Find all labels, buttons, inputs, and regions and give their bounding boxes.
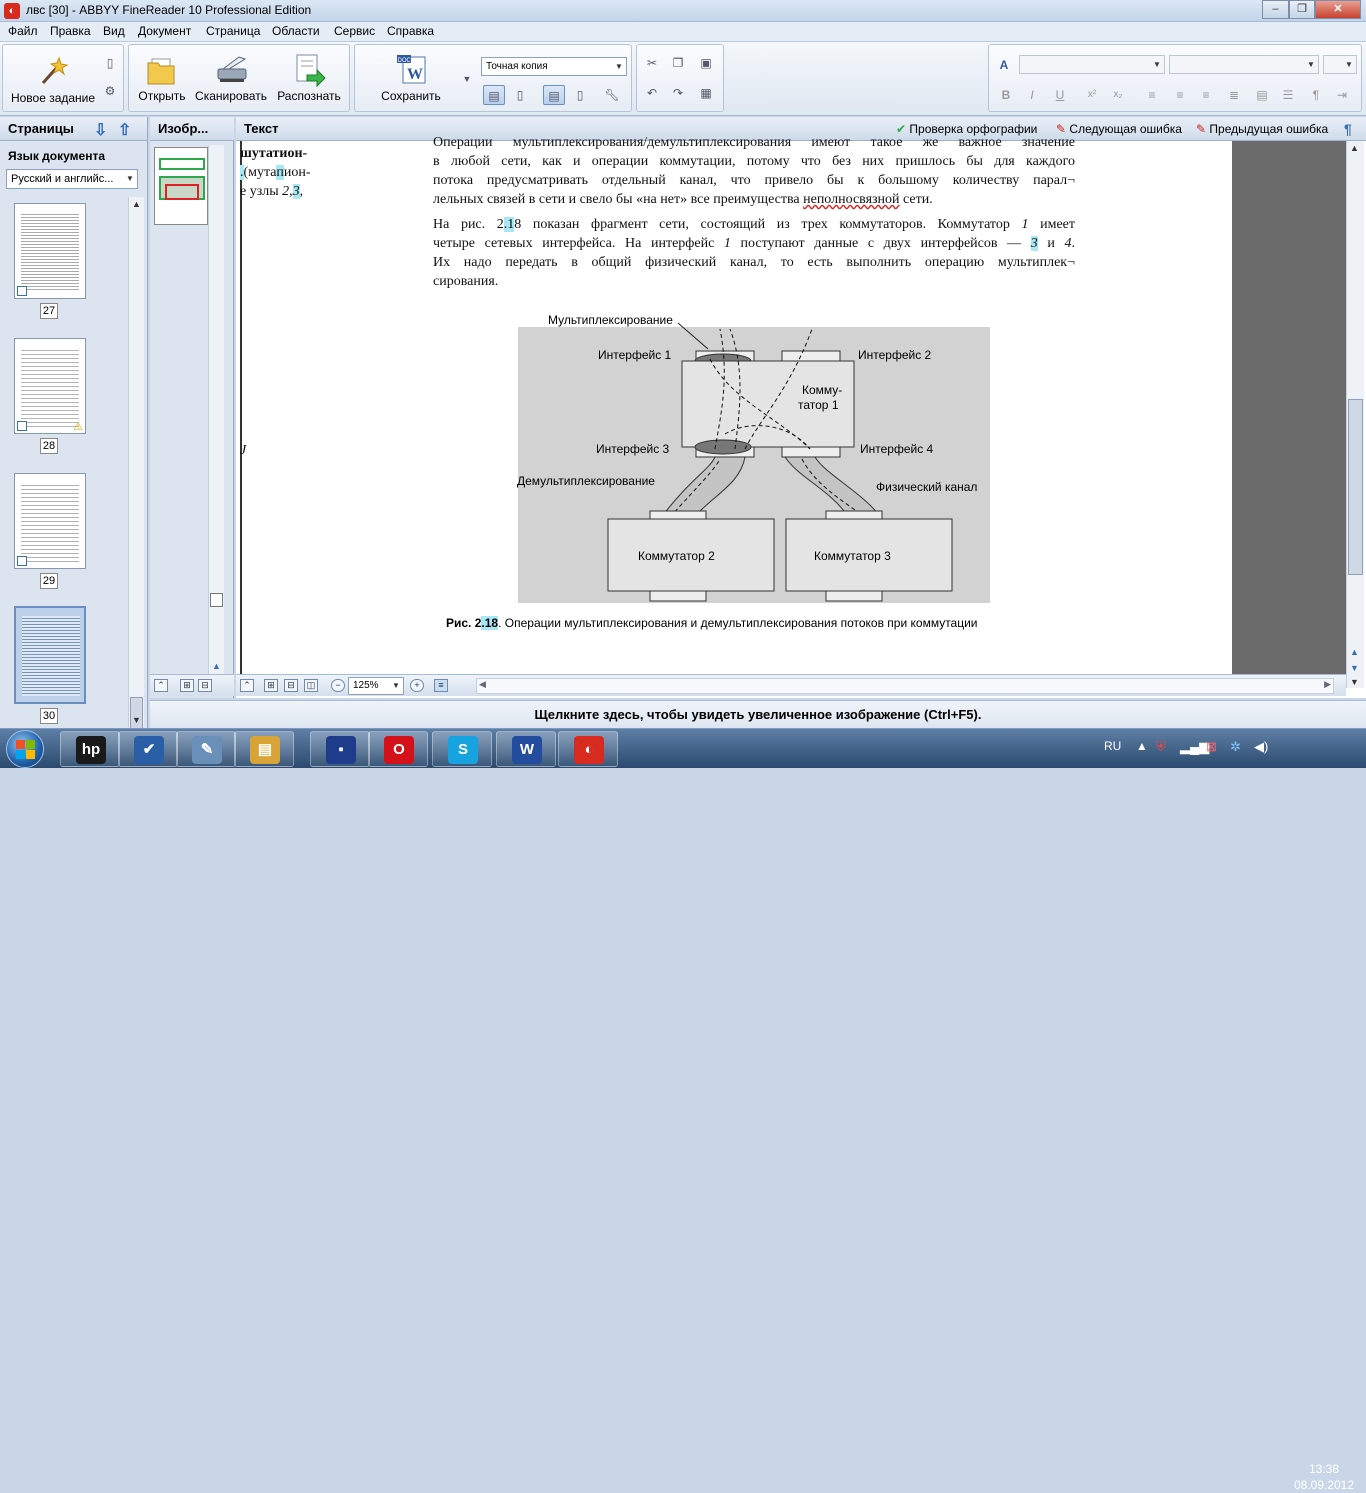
underline-button[interactable]: U: [1055, 88, 1065, 102]
align-right-icon[interactable]: ≡: [1202, 88, 1210, 102]
text-bottom-bar: [236, 674, 1346, 696]
switch3-label: Коммутатор 3: [814, 549, 891, 563]
open-scan-group: [128, 44, 350, 112]
spellcheck-icon: ✔: [896, 122, 907, 136]
interface2-label: Интерфейс 2: [858, 348, 932, 362]
text-line: в любой сети, как и операции коммутации, потому что без них пришлось бы для каждого: [433, 154, 1075, 169]
clipboard-group: [636, 44, 724, 112]
task-group: [2, 44, 124, 112]
text-line: На рис. 2.18 показан фрагмент сети, состоящий из трех коммутаторов. Коммутатор 1 имеет: [433, 217, 1075, 232]
table-region: [165, 184, 199, 200]
scroll-thumb[interactable]: [210, 593, 223, 607]
taskbar: [0, 728, 1366, 1492]
document-scrollbar[interactable]: [1346, 141, 1364, 688]
interface4-port: [782, 447, 840, 457]
subscript-button[interactable]: x₂: [1113, 89, 1123, 100]
word-icon: W: [512, 736, 542, 764]
image-preview[interactable]: [154, 147, 208, 225]
page-number: 29: [40, 573, 58, 589]
fit-page-icon[interactable]: ⊞: [180, 679, 194, 692]
fit-page-icon[interactable]: ⊞: [264, 679, 278, 692]
demux-label: Демультиплексирование: [517, 474, 655, 488]
taskbar-tools-button[interactable]: [176, 731, 236, 767]
switch2-bottom-port: [650, 591, 706, 601]
document-area[interactable]: [240, 135, 1232, 674]
font-size-select[interactable]: [1169, 55, 1319, 74]
title-bar: [0, 0, 1366, 22]
prev-error-button[interactable]: ✎ Предыдущая ошибка: [1196, 122, 1329, 136]
save-group: [354, 44, 632, 112]
scan-button[interactable]: Сканировать: [195, 53, 267, 103]
text-page-icon: [17, 556, 27, 566]
page-thumbnail-selected[interactable]: [14, 606, 86, 704]
side-text-line: е узлы 2,3,: [240, 184, 304, 199]
menu-help[interactable]: Справка: [387, 24, 435, 38]
side-text-j: J: [240, 443, 247, 458]
page-left-edge: [240, 141, 242, 674]
windows-logo-q4: [26, 750, 35, 759]
copy-icon[interactable]: ❐: [672, 56, 684, 70]
import-page-icon[interactable]: ⇩: [94, 122, 108, 139]
font-style-icon[interactable]: A: [999, 58, 1009, 72]
menu-areas[interactable]: Области: [272, 24, 320, 38]
wrap-text-icon[interactable]: ≡: [434, 679, 448, 692]
chevron-down-icon: ▼: [126, 174, 134, 183]
text-line: сирования.: [433, 274, 499, 289]
align-center-icon[interactable]: ≡: [1176, 88, 1184, 102]
page-number: 30: [40, 708, 58, 724]
zoom-in-icon[interactable]: +: [410, 679, 424, 692]
scroll-down-arrow[interactable]: ▼: [1350, 677, 1359, 687]
menu-service[interactable]: Сервис: [334, 24, 376, 38]
text-line: потока предусматривать отдельный канал, что привело бы к большому количеству парал¬: [433, 173, 1075, 188]
zoom-hint-bar[interactable]: Щелкните здесь, чтобы увидеть увеличенное изображение (Ctrl+F5).: [150, 700, 1366, 728]
menu-bar: [0, 22, 1366, 42]
mux-label: Мультиплексирование: [548, 313, 673, 327]
security-tray-icon[interactable]: ⛨: [1156, 739, 1166, 754]
document-icon[interactable]: ▯: [106, 56, 114, 70]
text-page-icon: [17, 286, 27, 296]
recognize-icon: [293, 53, 325, 85]
two-page-icon[interactable]: ◫: [304, 679, 318, 692]
input-language[interactable]: RU: [1104, 739, 1122, 753]
scroll-up-arrow[interactable]: ▲: [212, 661, 221, 671]
collapse-icon[interactable]: ⌃: [154, 679, 168, 692]
text-line: Операции мультиплексирования/демультиплексирования имеют такое же важное значение: [433, 135, 1075, 150]
chevron-down-icon: ▼: [1153, 60, 1161, 69]
scroll-up-arrow[interactable]: ▲: [132, 199, 141, 209]
image-scrollbar[interactable]: [208, 145, 224, 675]
view-page-icon[interactable]: ▤: [483, 85, 505, 105]
view-text-icon[interactable]: ▯: [576, 88, 584, 102]
next-error-icon: ✎: [1056, 122, 1067, 136]
style-select[interactable]: [1323, 55, 1357, 74]
page-preview: [22, 616, 80, 696]
image-panel-header: Изобр...: [150, 117, 234, 141]
fit-width-icon[interactable]: ⊟: [198, 679, 212, 692]
zoom-out-icon[interactable]: −: [331, 679, 345, 692]
superscript-button[interactable]: x²: [1087, 89, 1097, 100]
page-thumbnail[interactable]: [14, 338, 86, 434]
italic-button[interactable]: I: [1030, 88, 1034, 102]
network-signal-icon[interactable]: ▂▄▆: [1180, 739, 1210, 754]
scanner-icon: [215, 53, 247, 85]
cut-icon[interactable]: ✂: [646, 56, 658, 70]
volume-icon[interactable]: ◀): [1254, 739, 1269, 754]
taskbar-check-button[interactable]: [118, 731, 178, 767]
chevron-down-icon: ▼: [1345, 60, 1353, 69]
folder-open-icon: [146, 53, 178, 85]
interface4-label: Интерфейс 4: [860, 442, 934, 456]
export-page-icon[interactable]: ⇧: [118, 122, 132, 139]
word-doc-icon: [395, 53, 427, 85]
taskbar-finereader-button[interactable]: [558, 731, 618, 767]
explorer-icon: ▤: [250, 736, 280, 764]
scroll-page-down-arrow[interactable]: ▼: [1350, 663, 1359, 673]
menu-file[interactable]: Файл: [8, 24, 38, 38]
switch3-port: [826, 511, 882, 519]
pages-panel: [0, 117, 148, 728]
text-panel-header: Текст ✔ Проверка орфографии ✎ Следующая ошибка ✎ Предыдущая ошибка ¶: [236, 117, 1366, 141]
new-task-button[interactable]: Новое задание: [7, 55, 99, 105]
text-page-icon: [17, 421, 27, 431]
page-preview: [21, 482, 79, 562]
warning-icon: ⚠: [73, 421, 83, 433]
chevron-down-icon: ▼: [1307, 60, 1315, 69]
save-icon: ▪: [326, 736, 356, 764]
interface1-label: Интерфейс 1: [598, 348, 672, 362]
tray-expand-icon[interactable]: ▲: [1136, 739, 1148, 753]
format-group: [988, 44, 1362, 112]
menu-edit[interactable]: Правка: [50, 24, 91, 38]
page-number: 28: [40, 438, 58, 454]
justify-icon[interactable]: ≣: [1228, 88, 1240, 102]
side-text-bold: шутатион-: [240, 146, 308, 161]
interface2-port: [782, 351, 840, 361]
page-preview: [21, 212, 79, 292]
svg-text:DOC: DOC: [397, 58, 411, 64]
start-button[interactable]: [6, 730, 44, 768]
taskbar-explorer-button[interactable]: [234, 731, 294, 767]
switch2-port: [650, 511, 706, 519]
text-line: Их надо передать в общий физический канал, то есть выполнить операцию мультиплек¬: [433, 255, 1075, 270]
finereader-app-icon[interactable]: ◐: [4, 3, 20, 19]
demux-ellipse: [695, 440, 751, 454]
menu-document[interactable]: Документ: [138, 24, 192, 38]
align-left-icon[interactable]: ≡: [1148, 88, 1156, 102]
indent-icon[interactable]: ⇥: [1336, 88, 1348, 102]
bluetooth-icon[interactable]: ✲: [1230, 739, 1241, 754]
magic-wand-icon: [37, 55, 69, 87]
spellcheck-button[interactable]: ✔ Проверка орфографии: [896, 122, 1038, 136]
taskbar-skype-button[interactable]: [432, 731, 492, 767]
tools-icon: ✎: [192, 736, 222, 764]
list-icon[interactable]: ☰: [1282, 88, 1294, 102]
paragraph-marks-icon[interactable]: ¶: [1344, 121, 1352, 137]
scroll-down-arrow[interactable]: ▼: [132, 715, 141, 725]
switch3-bottom-port: [826, 591, 882, 601]
page-number: 27: [40, 303, 58, 319]
windows-logo-q1: [16, 740, 25, 749]
page-preview: [21, 347, 79, 427]
pages-scrollbar[interactable]: [128, 197, 144, 727]
undo-icon[interactable]: ↶: [646, 86, 658, 100]
network-alert-icon[interactable]: ⊠: [1206, 739, 1217, 754]
menu-page[interactable]: Страница: [206, 24, 261, 38]
scroll-page-up-arrow[interactable]: ▲: [1350, 647, 1359, 657]
taskbar-hp-button[interactable]: [60, 731, 120, 767]
wrench-icon[interactable]: 🔧︎: [604, 88, 620, 102]
image-bottom-bar: [150, 674, 234, 696]
image-panel: [150, 117, 234, 698]
open-button[interactable]: Открыть: [133, 53, 191, 103]
phys-channel-label: Физический канал: [876, 480, 978, 494]
bold-button[interactable]: B: [1001, 88, 1011, 102]
maximize-button[interactable]: ❐: [1289, 0, 1315, 19]
switch1-label-b: татор 1: [798, 398, 839, 412]
taskbar-save-button[interactable]: [310, 731, 370, 767]
redo-icon[interactable]: ↷: [672, 86, 684, 100]
interface3-label: Интерфейс 3: [596, 442, 670, 456]
layout-mode-select[interactable]: Точная копия ▼: [481, 57, 627, 76]
select-all-icon[interactable]: ▦: [700, 86, 712, 100]
doc-lang-label: Язык документа: [8, 149, 105, 163]
figure-caption: Рис. 2.18. Операции мультиплексирования и демультиплексирования потоков при коммутации: [446, 616, 978, 630]
scroll-right-arrow[interactable]: ▶: [1324, 679, 1331, 689]
save-dropdown-arrow[interactable]: ▼: [462, 74, 472, 84]
scroll-thumb[interactable]: [1348, 399, 1363, 575]
pages-panel-header: Страницы ⇩ ⇧: [0, 117, 147, 141]
switch1-label-a: Комму-: [802, 383, 843, 397]
paste-icon[interactable]: ▣: [700, 56, 712, 70]
view-plain-icon[interactable]: ▯: [516, 88, 524, 102]
save-button[interactable]: DOC W Сохранить: [363, 53, 459, 103]
switch2-label: Коммутатор 2: [638, 549, 715, 563]
zoom-select[interactable]: 125% ▼: [348, 677, 404, 695]
next-error-button[interactable]: ✎ Следующая ошибка: [1056, 122, 1182, 136]
paragraph-icon[interactable]: ¶: [1312, 88, 1320, 102]
finereader-icon: ◐: [574, 736, 604, 764]
page-thumbnail[interactable]: [14, 473, 86, 569]
hp-icon: hp: [76, 736, 106, 764]
skype-icon: S: [448, 736, 478, 764]
check-icon: ✔: [134, 736, 164, 764]
font-name-select[interactable]: [1019, 55, 1165, 74]
windows-logo-q2: [26, 740, 35, 749]
taskbar-word-button[interactable]: [496, 731, 556, 767]
side-text-line: .(мутапион-: [240, 165, 311, 180]
doc-lang-select[interactable]: Русский и английс... ▼: [6, 169, 138, 189]
text-line: лельных связей в сети и свело бы «на нет» все преимущества неполносвязной сети.: [433, 192, 933, 207]
prev-error-icon: ✎: [1196, 122, 1207, 136]
scroll-up-arrow[interactable]: ▲: [1350, 143, 1359, 153]
text-line: четыре сетевых интерфейса. На интерфейс 1 поступают данные с двух интерфейсов — 3 и 4.: [433, 236, 1076, 251]
collapse-icon[interactable]: ⌃: [240, 679, 254, 692]
view-formatted-icon[interactable]: ▤: [543, 85, 565, 105]
settings-doc-icon[interactable]: ⚙: [104, 84, 116, 98]
svg-text:W: W: [407, 66, 423, 83]
table-icon[interactable]: ▤: [1256, 88, 1268, 102]
chevron-down-icon: ▼: [392, 681, 400, 690]
window-title: лвс [30] - ABBYY FineReader 10 Professional Edition: [26, 3, 312, 17]
close-button[interactable]: ✕: [1315, 0, 1361, 19]
network-figure[interactable]: [510, 309, 990, 609]
horizontal-scrollbar[interactable]: [476, 678, 1334, 694]
windows-logo-q3: [16, 750, 25, 759]
recognize-button[interactable]: Распознать: [271, 53, 347, 103]
text-block-region: [159, 158, 205, 170]
fit-width-icon[interactable]: ⊟: [284, 679, 298, 692]
scroll-left-arrow[interactable]: ◀: [479, 679, 486, 689]
page-thumbnail[interactable]: [14, 203, 86, 299]
clock[interactable]: 13:38 08.09.2012: [1293, 1462, 1355, 1492]
chevron-down-icon: ▼: [615, 62, 623, 71]
menu-view[interactable]: Вид: [103, 24, 125, 38]
main-toolbar: [0, 42, 1366, 116]
minimize-button[interactable]: ‒: [1262, 0, 1289, 19]
opera-icon: O: [384, 736, 414, 764]
page-gutter: [1232, 141, 1346, 674]
taskbar-opera-button[interactable]: [368, 731, 428, 767]
